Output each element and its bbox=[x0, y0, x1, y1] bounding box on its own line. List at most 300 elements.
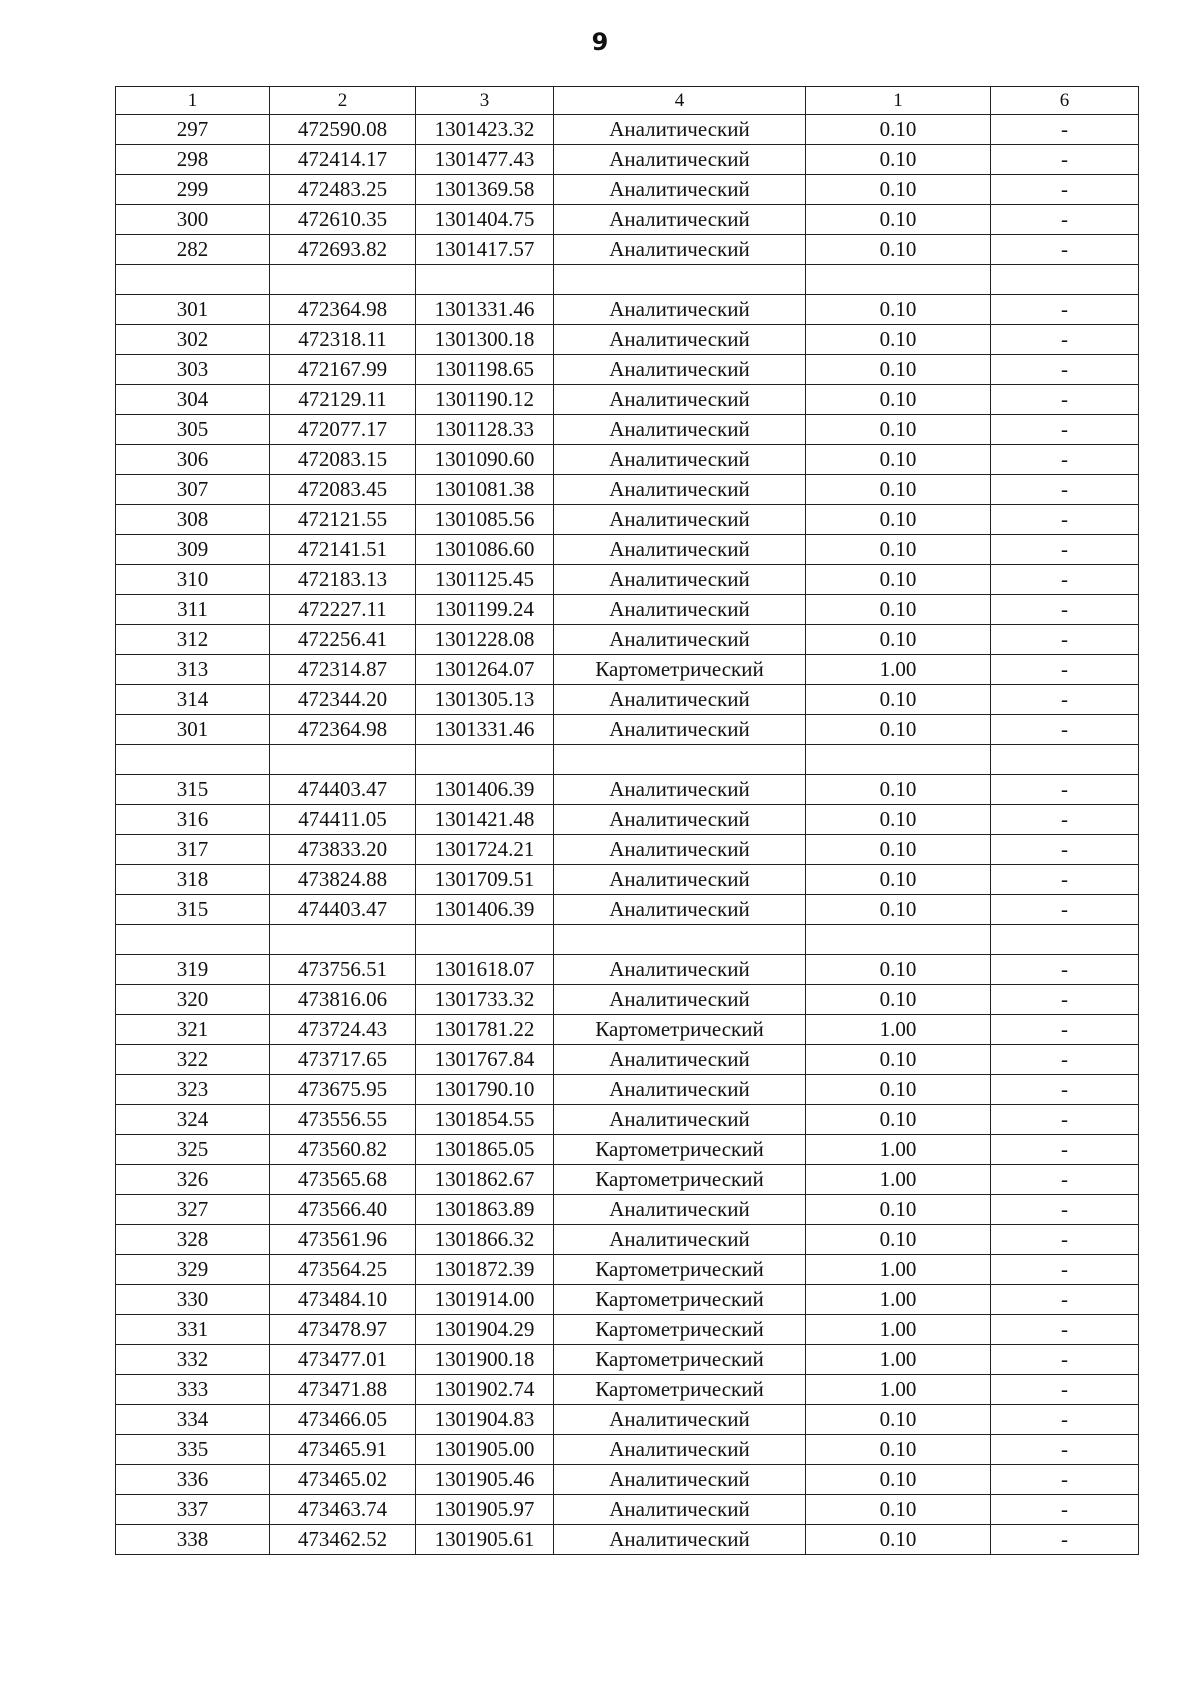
cell-x-coordinate: 473724.43 bbox=[270, 1015, 416, 1045]
cell-point-number: 335 bbox=[116, 1435, 270, 1465]
cell-x-coordinate: 473561.96 bbox=[270, 1225, 416, 1255]
cell-point-number bbox=[116, 265, 270, 295]
table-row bbox=[116, 865, 1139, 895]
cell-y-coordinate: 1301905.46 bbox=[416, 1465, 554, 1495]
cell-method: Картометрический bbox=[554, 1285, 806, 1315]
cell-note: - bbox=[991, 1525, 1139, 1555]
cell-point-number: 324 bbox=[116, 1105, 270, 1135]
cell-point-number: 331 bbox=[116, 1315, 270, 1345]
cell-method: Аналитический bbox=[554, 1465, 806, 1495]
cell-x-coordinate bbox=[270, 265, 416, 295]
cell-y-coordinate: 1301905.97 bbox=[416, 1495, 554, 1525]
table-row bbox=[116, 385, 1139, 415]
cell-method: Аналитический bbox=[554, 355, 806, 385]
table-row bbox=[116, 565, 1139, 595]
cell-y-coordinate: 1301914.00 bbox=[416, 1285, 554, 1315]
header-cell-col1: 1 bbox=[116, 87, 270, 115]
cell-method: Аналитический bbox=[554, 835, 806, 865]
cell-accuracy: 0.10 bbox=[806, 775, 991, 805]
cell-point-number: 315 bbox=[116, 775, 270, 805]
cell-y-coordinate: 1301081.38 bbox=[416, 475, 554, 505]
cell-point-number: 311 bbox=[116, 595, 270, 625]
cell-method: Аналитический bbox=[554, 895, 806, 925]
cell-x-coordinate: 472344.20 bbox=[270, 685, 416, 715]
cell-note: - bbox=[991, 1045, 1139, 1075]
cell-method: Аналитический bbox=[554, 505, 806, 535]
coordinates-table bbox=[115, 86, 1139, 1555]
header-cell-col2: 2 bbox=[270, 87, 416, 115]
cell-x-coordinate: 472141.51 bbox=[270, 535, 416, 565]
cell-note: - bbox=[991, 1255, 1139, 1285]
cell-y-coordinate: 1301331.46 bbox=[416, 295, 554, 325]
cell-accuracy: 0.10 bbox=[806, 385, 991, 415]
cell-note: - bbox=[991, 805, 1139, 835]
cell-method: Картометрический bbox=[554, 655, 806, 685]
cell-point-number: 321 bbox=[116, 1015, 270, 1045]
cell-point-number bbox=[116, 925, 270, 955]
cell-accuracy: 0.10 bbox=[806, 595, 991, 625]
cell-x-coordinate bbox=[270, 925, 416, 955]
table-row bbox=[116, 685, 1139, 715]
cell-x-coordinate: 473484.10 bbox=[270, 1285, 416, 1315]
cell-note: - bbox=[991, 145, 1139, 175]
cell-method: Аналитический bbox=[554, 1435, 806, 1465]
table-row bbox=[116, 235, 1139, 265]
cell-accuracy: 0.10 bbox=[806, 1075, 991, 1105]
cell-y-coordinate: 1301781.22 bbox=[416, 1015, 554, 1045]
header-cell-col3: 3 bbox=[416, 87, 554, 115]
cell-point-number: 316 bbox=[116, 805, 270, 835]
cell-accuracy: 0.10 bbox=[806, 205, 991, 235]
table-row bbox=[116, 1255, 1139, 1285]
cell-method: Аналитический bbox=[554, 955, 806, 985]
cell-y-coordinate: 1301264.07 bbox=[416, 655, 554, 685]
cell-note: - bbox=[991, 1075, 1139, 1105]
cell-note: - bbox=[991, 175, 1139, 205]
cell-point-number: 300 bbox=[116, 205, 270, 235]
cell-accuracy: 0.10 bbox=[806, 355, 991, 385]
table-row bbox=[116, 325, 1139, 355]
table-row bbox=[116, 295, 1139, 325]
table-row bbox=[116, 1345, 1139, 1375]
cell-x-coordinate: 473465.91 bbox=[270, 1435, 416, 1465]
cell-method: Аналитический bbox=[554, 685, 806, 715]
cell-x-coordinate: 472083.45 bbox=[270, 475, 416, 505]
cell-y-coordinate: 1301125.45 bbox=[416, 565, 554, 595]
cell-accuracy: 0.10 bbox=[806, 505, 991, 535]
cell-accuracy: 1.00 bbox=[806, 1285, 991, 1315]
cell-x-coordinate: 473471.88 bbox=[270, 1375, 416, 1405]
cell-method: Аналитический bbox=[554, 205, 806, 235]
cell-accuracy: 0.10 bbox=[806, 1495, 991, 1525]
page-number: 9 bbox=[591, 28, 609, 56]
cell-method: Аналитический bbox=[554, 625, 806, 655]
cell-accuracy: 0.10 bbox=[806, 1405, 991, 1435]
table-row bbox=[116, 355, 1139, 385]
cell-y-coordinate: 1301417.57 bbox=[416, 235, 554, 265]
cell-y-coordinate: 1301862.67 bbox=[416, 1165, 554, 1195]
cell-y-coordinate: 1301854.55 bbox=[416, 1105, 554, 1135]
cell-method: Аналитический bbox=[554, 805, 806, 835]
cell-accuracy: 0.10 bbox=[806, 565, 991, 595]
cell-point-number: 322 bbox=[116, 1045, 270, 1075]
table-row bbox=[116, 1045, 1139, 1075]
cell-accuracy: 1.00 bbox=[806, 1315, 991, 1345]
cell-method: Картометрический bbox=[554, 1315, 806, 1345]
cell-point-number: 333 bbox=[116, 1375, 270, 1405]
cell-x-coordinate: 473756.51 bbox=[270, 955, 416, 985]
cell-note: - bbox=[991, 1015, 1139, 1045]
cell-method: Аналитический bbox=[554, 1225, 806, 1255]
cell-x-coordinate: 472121.55 bbox=[270, 505, 416, 535]
table-row bbox=[116, 835, 1139, 865]
cell-accuracy: 0.10 bbox=[806, 1525, 991, 1555]
cell-method: Аналитический bbox=[554, 865, 806, 895]
cell-method: Картометрический bbox=[554, 1345, 806, 1375]
table-row bbox=[116, 1105, 1139, 1135]
cell-note: - bbox=[991, 325, 1139, 355]
table-row bbox=[116, 715, 1139, 745]
cell-point-number: 301 bbox=[116, 295, 270, 325]
cell-accuracy: 1.00 bbox=[806, 1375, 991, 1405]
cell-accuracy: 0.10 bbox=[806, 895, 991, 925]
cell-accuracy: 0.10 bbox=[806, 1225, 991, 1255]
cell-y-coordinate: 1301086.60 bbox=[416, 535, 554, 565]
cell-point-number: 305 bbox=[116, 415, 270, 445]
cell-note: - bbox=[991, 1225, 1139, 1255]
cell-point-number: 314 bbox=[116, 685, 270, 715]
cell-point-number: 337 bbox=[116, 1495, 270, 1525]
cell-point-number: 299 bbox=[116, 175, 270, 205]
cell-note: - bbox=[991, 1465, 1139, 1495]
cell-method: Картометрический bbox=[554, 1165, 806, 1195]
cell-note: - bbox=[991, 565, 1139, 595]
cell-x-coordinate: 472364.98 bbox=[270, 715, 416, 745]
cell-accuracy: 0.10 bbox=[806, 1465, 991, 1495]
cell-accuracy: 0.10 bbox=[806, 145, 991, 175]
cell-y-coordinate: 1301905.61 bbox=[416, 1525, 554, 1555]
table-row bbox=[116, 1075, 1139, 1105]
cell-accuracy: 0.10 bbox=[806, 175, 991, 205]
cell-accuracy: 1.00 bbox=[806, 1165, 991, 1195]
cell-note: - bbox=[991, 1285, 1139, 1315]
cell-note bbox=[991, 745, 1139, 775]
cell-y-coordinate: 1301331.46 bbox=[416, 715, 554, 745]
cell-x-coordinate: 473465.02 bbox=[270, 1465, 416, 1495]
cell-accuracy: 0.10 bbox=[806, 235, 991, 265]
cell-method: Аналитический bbox=[554, 1075, 806, 1105]
cell-point-number: 330 bbox=[116, 1285, 270, 1315]
cell-point-number: 319 bbox=[116, 955, 270, 985]
cell-note: - bbox=[991, 625, 1139, 655]
cell-note: - bbox=[991, 295, 1139, 325]
cell-y-coordinate bbox=[416, 745, 554, 775]
cell-accuracy: 0.10 bbox=[806, 715, 991, 745]
cell-y-coordinate: 1301198.65 bbox=[416, 355, 554, 385]
cell-note: - bbox=[991, 955, 1139, 985]
cell-x-coordinate: 472083.15 bbox=[270, 445, 416, 475]
cell-x-coordinate: 472129.11 bbox=[270, 385, 416, 415]
table-row bbox=[116, 1495, 1139, 1525]
cell-note: - bbox=[991, 865, 1139, 895]
cell-point-number: 327 bbox=[116, 1195, 270, 1225]
cell-note: - bbox=[991, 715, 1139, 745]
cell-y-coordinate: 1301404.75 bbox=[416, 205, 554, 235]
cell-method: Аналитический bbox=[554, 1525, 806, 1555]
table-row bbox=[116, 595, 1139, 625]
cell-y-coordinate bbox=[416, 925, 554, 955]
table-row bbox=[116, 415, 1139, 445]
cell-y-coordinate: 1301423.32 bbox=[416, 115, 554, 145]
cell-point-number: 282 bbox=[116, 235, 270, 265]
cell-x-coordinate: 472693.82 bbox=[270, 235, 416, 265]
header-cell-col4: 4 bbox=[554, 87, 806, 115]
cell-method: Картометрический bbox=[554, 1375, 806, 1405]
cell-y-coordinate: 1301902.74 bbox=[416, 1375, 554, 1405]
cell-x-coordinate: 472590.08 bbox=[270, 115, 416, 145]
cell-y-coordinate: 1301190.12 bbox=[416, 385, 554, 415]
cell-accuracy: 0.10 bbox=[806, 295, 991, 325]
cell-x-coordinate: 472318.11 bbox=[270, 325, 416, 355]
cell-point-number: 332 bbox=[116, 1345, 270, 1375]
cell-accuracy: 1.00 bbox=[806, 655, 991, 685]
cell-x-coordinate: 474411.05 bbox=[270, 805, 416, 835]
header-cell-col6: 6 bbox=[991, 87, 1139, 115]
cell-y-coordinate bbox=[416, 265, 554, 295]
cell-y-coordinate: 1301618.07 bbox=[416, 955, 554, 985]
cell-note: - bbox=[991, 1495, 1139, 1525]
cell-point-number: 302 bbox=[116, 325, 270, 355]
table-header-row bbox=[116, 87, 1139, 115]
cell-y-coordinate: 1301904.29 bbox=[416, 1315, 554, 1345]
cell-note: - bbox=[991, 655, 1139, 685]
cell-note bbox=[991, 925, 1139, 955]
cell-x-coordinate: 473556.55 bbox=[270, 1105, 416, 1135]
table-row bbox=[116, 535, 1139, 565]
table-row bbox=[116, 115, 1139, 145]
cell-point-number: 306 bbox=[116, 445, 270, 475]
cell-x-coordinate: 473564.25 bbox=[270, 1255, 416, 1285]
cell-y-coordinate: 1301709.51 bbox=[416, 865, 554, 895]
table-row bbox=[116, 985, 1139, 1015]
table-row bbox=[116, 505, 1139, 535]
cell-method: Аналитический bbox=[554, 235, 806, 265]
cell-method: Картометрический bbox=[554, 1135, 806, 1165]
cell-point-number: 297 bbox=[116, 115, 270, 145]
cell-y-coordinate: 1301724.21 bbox=[416, 835, 554, 865]
cell-x-coordinate: 473477.01 bbox=[270, 1345, 416, 1375]
cell-method: Аналитический bbox=[554, 145, 806, 175]
cell-note: - bbox=[991, 1195, 1139, 1225]
cell-x-coordinate: 473816.06 bbox=[270, 985, 416, 1015]
cell-point-number: 309 bbox=[116, 535, 270, 565]
cell-note: - bbox=[991, 115, 1139, 145]
cell-accuracy bbox=[806, 925, 991, 955]
cell-accuracy: 0.10 bbox=[806, 955, 991, 985]
cell-note: - bbox=[991, 985, 1139, 1015]
cell-note: - bbox=[991, 1405, 1139, 1435]
cell-point-number: 336 bbox=[116, 1465, 270, 1495]
table-row bbox=[116, 205, 1139, 235]
cell-method: Аналитический bbox=[554, 565, 806, 595]
cell-method bbox=[554, 265, 806, 295]
cell-point-number bbox=[116, 745, 270, 775]
cell-method: Аналитический bbox=[554, 535, 806, 565]
cell-y-coordinate: 1301900.18 bbox=[416, 1345, 554, 1375]
table-row bbox=[116, 175, 1139, 205]
cell-note: - bbox=[991, 1165, 1139, 1195]
table-row bbox=[116, 895, 1139, 925]
cell-x-coordinate: 472227.11 bbox=[270, 595, 416, 625]
cell-x-coordinate: 472314.87 bbox=[270, 655, 416, 685]
cell-y-coordinate: 1301865.05 bbox=[416, 1135, 554, 1165]
cell-note: - bbox=[991, 415, 1139, 445]
table-row bbox=[116, 1435, 1139, 1465]
cell-method: Аналитический bbox=[554, 715, 806, 745]
cell-accuracy: 0.10 bbox=[806, 475, 991, 505]
cell-point-number: 328 bbox=[116, 1225, 270, 1255]
cell-note: - bbox=[991, 895, 1139, 925]
cell-method: Аналитический bbox=[554, 175, 806, 205]
cell-method: Аналитический bbox=[554, 1495, 806, 1525]
table-row bbox=[116, 145, 1139, 175]
cell-accuracy: 0.10 bbox=[806, 325, 991, 355]
cell-x-coordinate: 473462.52 bbox=[270, 1525, 416, 1555]
cell-accuracy: 0.10 bbox=[806, 985, 991, 1015]
cell-method: Аналитический bbox=[554, 475, 806, 505]
cell-x-coordinate: 472364.98 bbox=[270, 295, 416, 325]
cell-accuracy bbox=[806, 745, 991, 775]
cell-x-coordinate: 472256.41 bbox=[270, 625, 416, 655]
cell-note: - bbox=[991, 1435, 1139, 1465]
table-row bbox=[116, 1135, 1139, 1165]
cell-method: Аналитический bbox=[554, 1105, 806, 1135]
cell-y-coordinate: 1301863.89 bbox=[416, 1195, 554, 1225]
cell-x-coordinate: 473560.82 bbox=[270, 1135, 416, 1165]
cell-x-coordinate: 473566.40 bbox=[270, 1195, 416, 1225]
cell-point-number: 313 bbox=[116, 655, 270, 685]
cell-note: - bbox=[991, 1135, 1139, 1165]
cell-point-number: 334 bbox=[116, 1405, 270, 1435]
cell-y-coordinate: 1301767.84 bbox=[416, 1045, 554, 1075]
table-row bbox=[116, 625, 1139, 655]
cell-x-coordinate: 472167.99 bbox=[270, 355, 416, 385]
cell-note: - bbox=[991, 775, 1139, 805]
cell-method bbox=[554, 745, 806, 775]
cell-method: Аналитический bbox=[554, 445, 806, 475]
cell-method: Аналитический bbox=[554, 1045, 806, 1075]
cell-note: - bbox=[991, 445, 1139, 475]
cell-point-number: 318 bbox=[116, 865, 270, 895]
cell-note: - bbox=[991, 1105, 1139, 1135]
cell-accuracy: 0.10 bbox=[806, 685, 991, 715]
cell-accuracy: 1.00 bbox=[806, 1345, 991, 1375]
cell-y-coordinate: 1301905.00 bbox=[416, 1435, 554, 1465]
cell-point-number: 338 bbox=[116, 1525, 270, 1555]
cell-accuracy: 0.10 bbox=[806, 805, 991, 835]
table-row bbox=[116, 265, 1139, 295]
cell-method: Аналитический bbox=[554, 1405, 806, 1435]
cell-x-coordinate: 473565.68 bbox=[270, 1165, 416, 1195]
table-row bbox=[116, 1225, 1139, 1255]
cell-y-coordinate: 1301421.48 bbox=[416, 805, 554, 835]
cell-accuracy: 0.10 bbox=[806, 1435, 991, 1465]
cell-note: - bbox=[991, 835, 1139, 865]
cell-method: Аналитический bbox=[554, 385, 806, 415]
header-cell-col5: 1 bbox=[806, 87, 991, 115]
table-row bbox=[116, 1525, 1139, 1555]
cell-point-number: 310 bbox=[116, 565, 270, 595]
cell-note: - bbox=[991, 505, 1139, 535]
cell-point-number: 323 bbox=[116, 1075, 270, 1105]
cell-y-coordinate: 1301085.56 bbox=[416, 505, 554, 535]
cell-method: Аналитический bbox=[554, 295, 806, 325]
cell-method: Аналитический bbox=[554, 595, 806, 625]
table-row bbox=[116, 1315, 1139, 1345]
cell-point-number: 303 bbox=[116, 355, 270, 385]
cell-note: - bbox=[991, 1375, 1139, 1405]
table-row bbox=[116, 655, 1139, 685]
table-row bbox=[116, 805, 1139, 835]
cell-note: - bbox=[991, 1315, 1139, 1345]
cell-accuracy: 1.00 bbox=[806, 1015, 991, 1045]
table-row bbox=[116, 475, 1139, 505]
cell-x-coordinate: 473675.95 bbox=[270, 1075, 416, 1105]
cell-x-coordinate: 473717.65 bbox=[270, 1045, 416, 1075]
cell-accuracy: 0.10 bbox=[806, 1195, 991, 1225]
table-row bbox=[116, 925, 1139, 955]
table-row bbox=[116, 745, 1139, 775]
table-row bbox=[116, 1165, 1139, 1195]
cell-y-coordinate: 1301300.18 bbox=[416, 325, 554, 355]
cell-x-coordinate: 472610.35 bbox=[270, 205, 416, 235]
cell-point-number: 312 bbox=[116, 625, 270, 655]
cell-x-coordinate: 472183.13 bbox=[270, 565, 416, 595]
cell-y-coordinate: 1301305.13 bbox=[416, 685, 554, 715]
cell-point-number: 325 bbox=[116, 1135, 270, 1165]
cell-point-number: 317 bbox=[116, 835, 270, 865]
cell-y-coordinate: 1301872.39 bbox=[416, 1255, 554, 1285]
cell-y-coordinate: 1301090.60 bbox=[416, 445, 554, 475]
cell-x-coordinate: 473463.74 bbox=[270, 1495, 416, 1525]
cell-point-number: 329 bbox=[116, 1255, 270, 1285]
cell-x-coordinate: 474403.47 bbox=[270, 895, 416, 925]
cell-x-coordinate: 472483.25 bbox=[270, 175, 416, 205]
cell-note bbox=[991, 265, 1139, 295]
cell-method: Аналитический bbox=[554, 325, 806, 355]
cell-y-coordinate: 1301866.32 bbox=[416, 1225, 554, 1255]
cell-note: - bbox=[991, 685, 1139, 715]
cell-x-coordinate: 472077.17 bbox=[270, 415, 416, 445]
table-row bbox=[116, 1285, 1139, 1315]
cell-point-number: 326 bbox=[116, 1165, 270, 1195]
cell-x-coordinate: 473824.88 bbox=[270, 865, 416, 895]
cell-point-number: 308 bbox=[116, 505, 270, 535]
cell-method: Аналитический bbox=[554, 775, 806, 805]
cell-y-coordinate: 1301406.39 bbox=[416, 775, 554, 805]
cell-y-coordinate: 1301228.08 bbox=[416, 625, 554, 655]
cell-x-coordinate: 472414.17 bbox=[270, 145, 416, 175]
table-row bbox=[116, 775, 1139, 805]
cell-note: - bbox=[991, 475, 1139, 505]
cell-accuracy: 0.10 bbox=[806, 535, 991, 565]
table-row bbox=[116, 1375, 1139, 1405]
cell-method: Аналитический bbox=[554, 115, 806, 145]
cell-note: - bbox=[991, 235, 1139, 265]
table-body bbox=[116, 115, 1139, 1555]
cell-point-number: 315 bbox=[116, 895, 270, 925]
table-header bbox=[116, 87, 1139, 115]
